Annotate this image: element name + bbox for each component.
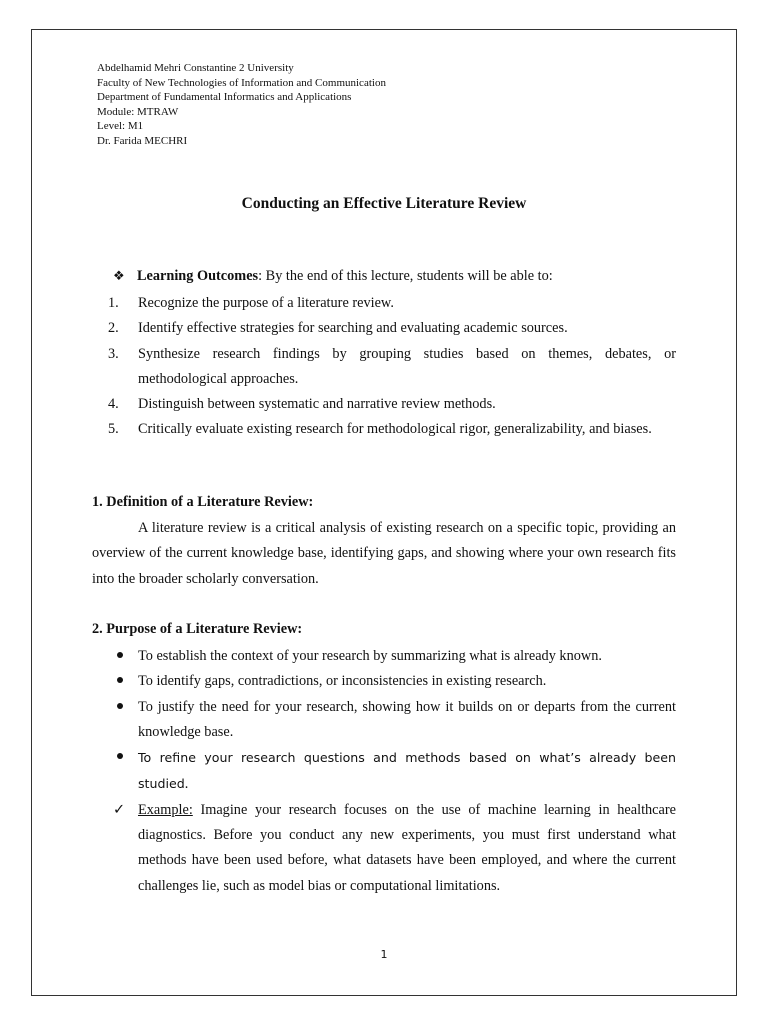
list-text: Critically evaluate existing research for methodological rigor, generalizability, and biases. — [138, 421, 652, 438]
list-text: Synthesize research findings by grouping studies based on themes, debates, or methodological approaches. — [138, 345, 676, 387]
bullet-icon — [117, 652, 123, 658]
list-number: 3. — [108, 345, 119, 362]
diamond-bullet-icon: ❖ — [113, 268, 125, 283]
list-text: Recognize the purpose of a literature review. — [138, 295, 394, 311]
document-header — [97, 61, 386, 149]
list-text: Distinguish between systematic and narrative review methods. — [138, 396, 496, 413]
list-item — [108, 316, 676, 341]
learning-outcomes-heading — [113, 268, 553, 285]
list-item — [108, 392, 676, 417]
list-text — [138, 745, 676, 798]
refine-text: To refine your research questions and methods based on what’s already been studied — [138, 750, 676, 792]
list-number: 2. — [108, 320, 119, 337]
bullet-icon — [117, 703, 123, 709]
list-item — [108, 291, 676, 316]
header-faculty: Faculty of New Technologies of Information and Communication — [97, 76, 386, 89]
page-number: 1 — [380, 948, 388, 961]
learning-outcomes-label: Learning Outcomes — [137, 268, 259, 284]
list-text: To identify gaps, contradictions, or inconsistencies in existing research. — [138, 673, 547, 690]
checkmark-icon: ✓ — [113, 801, 125, 818]
list-number: 1. — [108, 295, 119, 311]
list-item — [108, 417, 676, 442]
header-instructor: Dr. Farida MECHRI — [97, 134, 188, 147]
example-item — [113, 798, 676, 899]
list-item — [113, 644, 676, 669]
example-body: Imagine your research focuses on the use of machine learning in healthcare diagnostics. Before you conduct any new experiments, you must first understand what methods have been used before, what datasets have been employed, and where the current challenges lie, such as model bias or computational limitations. — [138, 801, 676, 894]
list-text: To justify the need for your research, showing how it builds on or departs from the current knowledge base. — [138, 698, 676, 740]
list-item — [113, 745, 676, 798]
example-label: Example: — [138, 801, 193, 818]
bullet-icon — [117, 753, 123, 759]
list-text: To establish the context of your research by summarizing what is already known. — [138, 648, 602, 664]
section-1-heading: 1. Definition of a Literature Review: — [92, 494, 314, 510]
learning-outcomes-list — [108, 291, 676, 443]
list-item — [113, 669, 676, 694]
header-level: Level: M1 — [97, 120, 144, 133]
header-module: Module: MTRAW — [97, 105, 179, 118]
section-2-heading: 2. Purpose of a Literature Review: — [92, 621, 303, 637]
example-text — [138, 798, 676, 899]
purpose-bullet-list — [113, 644, 676, 899]
document-title: Conducting an Effective Literature Review — [241, 195, 527, 212]
list-number: 5. — [108, 421, 119, 438]
list-number: 4. — [108, 396, 119, 413]
refine-period: . — [184, 776, 189, 793]
learning-outcomes-intro: : By the end of this lecture, students will be able to: — [258, 268, 553, 284]
header-university: Abdelhamid Mehri Constantine 2 University — [97, 62, 294, 74]
list-item — [113, 695, 676, 746]
list-text: Identify effective strategies for searching and evaluating academic sources. — [138, 320, 568, 337]
list-item — [108, 342, 676, 393]
section-1-paragraph: A literature review is a critical analysis of existing research on a specific topic, providing an overview of the current knowledge base, identifying gaps, and showing where your own research fits into the broader scholarly conversation. — [92, 520, 676, 587]
header-department: Department of Fundamental Informatics and Applications — [97, 91, 352, 104]
bullet-icon — [117, 677, 123, 683]
